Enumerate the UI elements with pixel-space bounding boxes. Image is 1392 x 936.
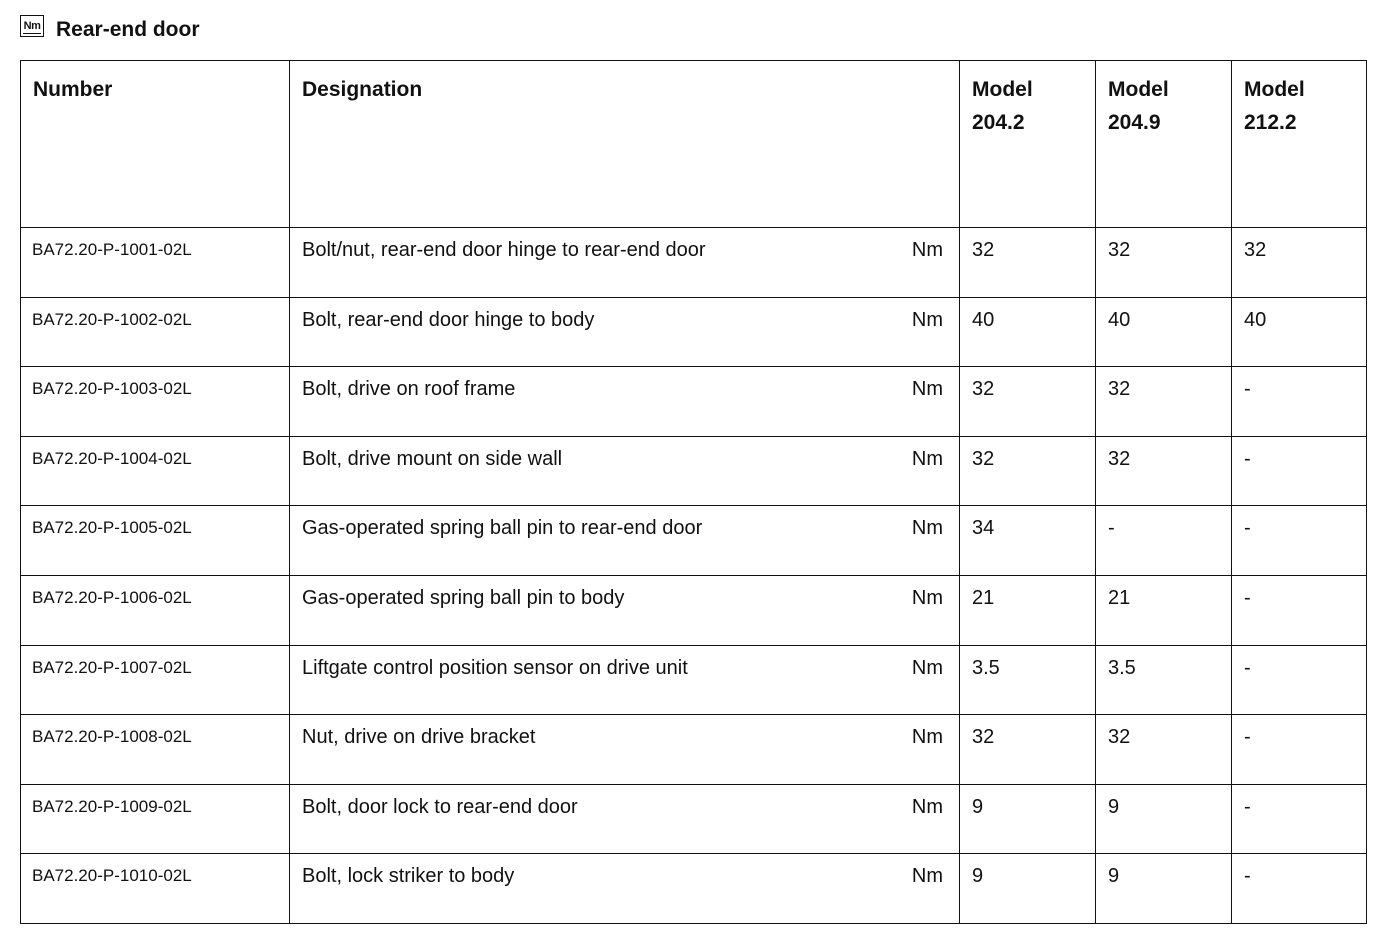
table-row	[21, 506, 1367, 576]
part-number-cell: BA72.20-P-1008-02L	[21, 715, 290, 785]
designation-cell	[290, 715, 960, 785]
unit-label: Nm	[911, 795, 943, 818]
torque-nm-icon	[20, 15, 44, 37]
table-header-row	[21, 61, 1367, 228]
value-model-204-2: 34	[960, 506, 1096, 576]
unit-label: Nm	[911, 726, 943, 749]
value-model-204-9: 9	[1096, 854, 1232, 924]
designation-cell	[290, 854, 960, 924]
part-number-cell: BA72.20-P-1003-02L	[21, 367, 290, 437]
value-model-204-2: 32	[960, 228, 1096, 298]
value-model-212-2: -	[1232, 367, 1367, 437]
unit-label: Nm	[911, 239, 943, 261]
part-number-cell: BA72.20-P-1010-02L	[21, 854, 290, 924]
table-row	[21, 367, 1367, 437]
designation-text: Bolt, rear-end door hinge to body	[302, 308, 595, 331]
designation-content	[302, 308, 947, 332]
unit-label: Nm	[911, 308, 943, 331]
designation-text: Gas-operated spring ball pin to body	[302, 586, 625, 609]
part-number-cell: BA72.20-P-1001-02L	[21, 228, 290, 298]
designation-cell	[290, 506, 960, 576]
designation-cell	[290, 367, 960, 437]
value-model-204-2: 32	[960, 715, 1096, 785]
designation-content	[302, 725, 947, 749]
table-row	[21, 228, 1367, 298]
designation-content	[302, 586, 947, 610]
designation-text: Nut, drive on drive bracket	[302, 726, 536, 749]
torque-table	[20, 60, 1367, 924]
column-header-number: Number	[21, 61, 290, 228]
designation-cell	[290, 436, 960, 506]
designation-content	[302, 516, 947, 540]
value-model-212-2: -	[1232, 575, 1367, 645]
value-model-212-2: 40	[1232, 297, 1367, 367]
value-model-204-9: 32	[1096, 715, 1232, 785]
part-number-cell: BA72.20-P-1004-02L	[21, 436, 290, 506]
designation-content	[302, 656, 947, 680]
value-model-212-2: -	[1232, 784, 1367, 854]
part-number-cell: BA72.20-P-1005-02L	[21, 506, 290, 576]
value-model-204-2: 9	[960, 854, 1096, 924]
unit-label: Nm	[911, 656, 943, 679]
value-model-204-2: 9	[960, 784, 1096, 854]
unit-label: Nm	[911, 865, 943, 888]
value-model-212-2: -	[1232, 436, 1367, 506]
table-row	[21, 436, 1367, 506]
value-model-204-2: 3.5	[960, 645, 1096, 715]
designation-cell	[290, 297, 960, 367]
part-number-cell: BA72.20-P-1009-02L	[21, 784, 290, 854]
unit-label: Nm	[911, 447, 943, 470]
table-row	[21, 854, 1367, 924]
column-header-model-204-9: Model 204.9	[1096, 61, 1232, 228]
column-header-designation: Designation	[290, 61, 960, 228]
column-header-model-212-2: Model 212.2	[1232, 61, 1367, 228]
unit-label: Nm	[911, 378, 943, 401]
value-model-204-9: 32	[1096, 228, 1232, 298]
value-model-204-2: 21	[960, 575, 1096, 645]
page-heading	[20, 14, 200, 44]
table-row	[21, 645, 1367, 715]
designation-content	[302, 864, 947, 888]
value-model-204-9: -	[1096, 506, 1232, 576]
designation-cell	[290, 575, 960, 645]
designation-content	[302, 377, 947, 401]
table-row	[21, 715, 1367, 785]
designation-content	[302, 447, 947, 471]
value-model-212-2: -	[1232, 506, 1367, 576]
value-model-204-2: 40	[960, 297, 1096, 367]
designation-cell	[290, 228, 960, 298]
value-model-204-9: 32	[1096, 367, 1232, 437]
designation-content	[302, 238, 947, 262]
designation-content	[302, 795, 947, 819]
designation-text: Liftgate control position sensor on drive unit	[302, 656, 688, 679]
value-model-204-2: 32	[960, 436, 1096, 506]
value-model-204-9: 3.5	[1096, 645, 1232, 715]
part-number-cell: BA72.20-P-1002-02L	[21, 297, 290, 367]
unit-label: Nm	[911, 586, 943, 609]
torque-icon-label: Nm	[23, 20, 41, 32]
table-row	[21, 297, 1367, 367]
designation-text: Bolt, door lock to rear-end door	[302, 795, 578, 818]
column-header-model-204-2: Model 204.2	[960, 61, 1096, 228]
value-model-204-9: 21	[1096, 575, 1232, 645]
value-model-204-9: 40	[1096, 297, 1232, 367]
value-model-212-2: -	[1232, 645, 1367, 715]
part-number-cell: BA72.20-P-1006-02L	[21, 575, 290, 645]
designation-text: Bolt, drive on roof frame	[302, 378, 516, 401]
designation-cell	[290, 645, 960, 715]
designation-text: Gas-operated spring ball pin to rear-end door	[302, 517, 703, 540]
value-model-212-2: -	[1232, 854, 1367, 924]
page-title: Rear-end door	[56, 18, 200, 41]
value-model-212-2: -	[1232, 715, 1367, 785]
designation-text: Bolt/nut, rear-end door hinge to rear-end door	[302, 239, 706, 261]
designation-text: Bolt, lock striker to body	[302, 865, 515, 888]
designation-cell	[290, 784, 960, 854]
designation-text: Bolt, drive mount on side wall	[302, 447, 563, 470]
value-model-204-9: 32	[1096, 436, 1232, 506]
table-row	[21, 575, 1367, 645]
value-model-204-9: 9	[1096, 784, 1232, 854]
unit-label: Nm	[911, 517, 943, 540]
table-row	[21, 784, 1367, 854]
part-number-cell: BA72.20-P-1007-02L	[21, 645, 290, 715]
value-model-204-2: 32	[960, 367, 1096, 437]
value-model-212-2: 32	[1232, 228, 1367, 298]
